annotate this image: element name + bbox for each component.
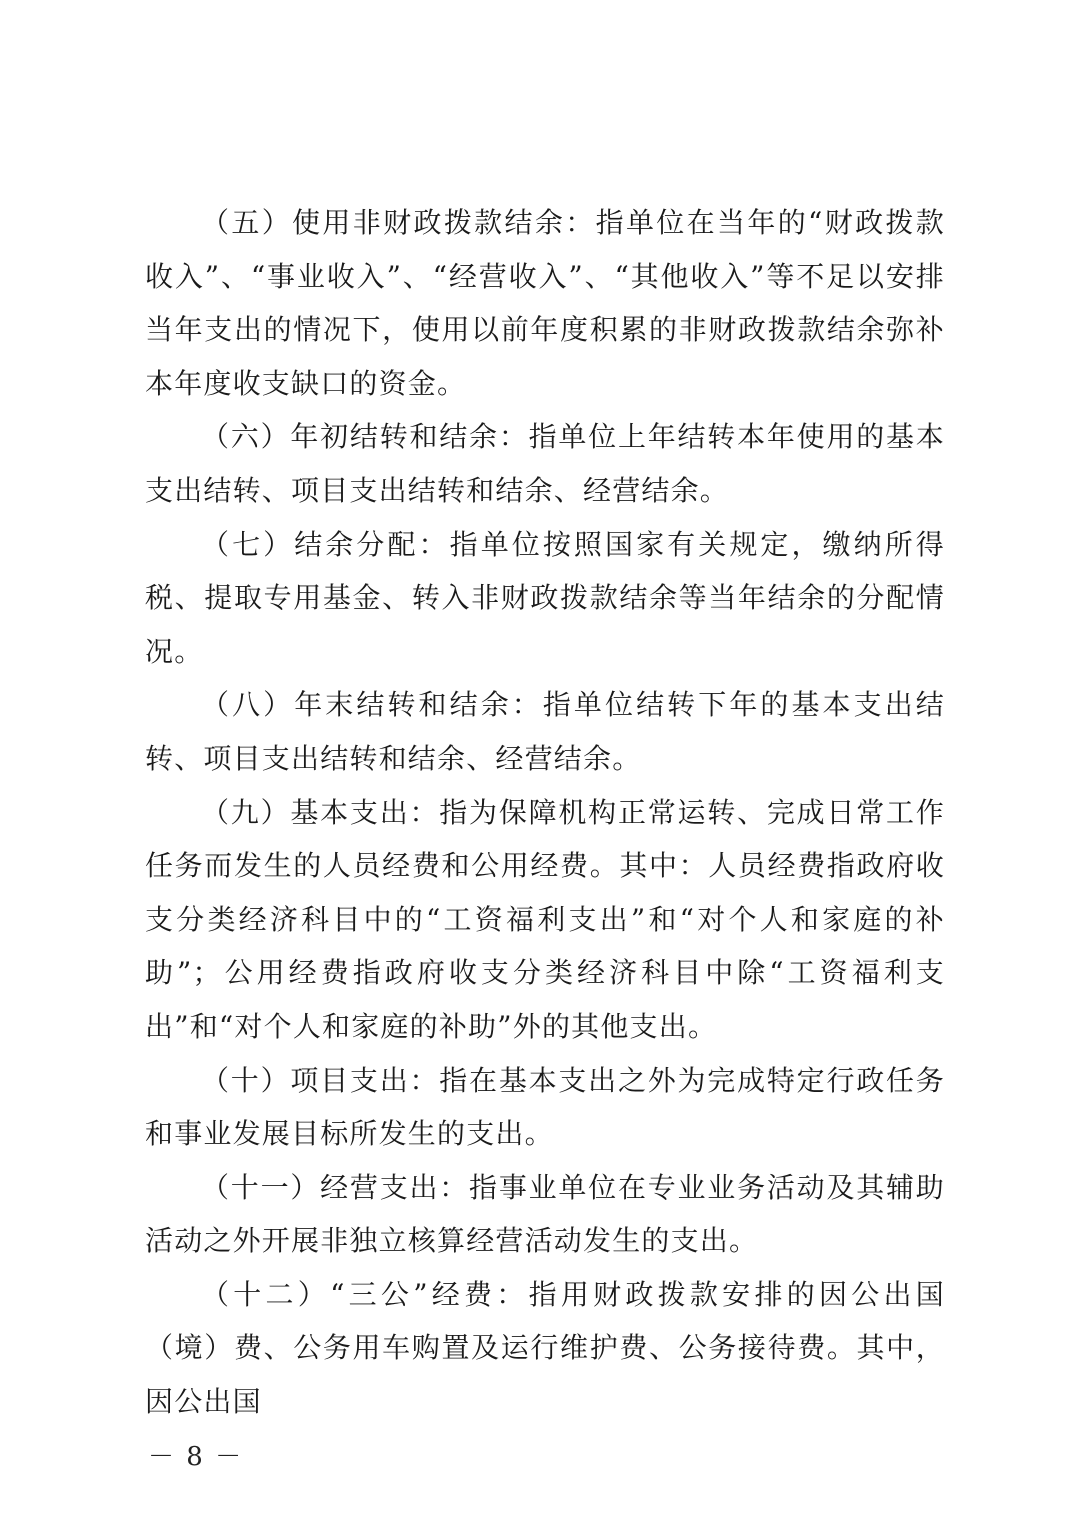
paragraph-project-expenditure: （十）项目支出：指在基本支出之外为完成特定行政任务和事业发展目标所发生的支出。 — [145, 1063, 945, 1151]
paragraph-three-public-expenses: （十二）“三公”经费：指用财政拨款安排的因公出国（境）费、公务用车购置及运行维护费、公务接待费。其中，因公出国 — [145, 1277, 945, 1419]
paragraph-surplus-distribution: （七）结余分配：指单位按照国家有关规定，缴纳所得税、提取专用基金、转入非财政拨款结余等当年结余的分配情况。 — [145, 527, 945, 668]
paragraph-business-expenditure: （十一）经营支出：指事业单位在专业业务活动及其辅助活动之外开展非独立核算经营活动发生的支出。 — [145, 1170, 945, 1258]
page-number: － 8 － — [148, 1442, 244, 1472]
paragraph-unfinanced-surplus-usage: （五）使用非财政拨款结余：指单位在当年的“财政拨款收入”、“事业收入”、“经营收入”、“其他收入”等不足以安排当年支出的情况下，使用以前年度积累的非财政拨款结余弥补本年度收支缺口的资金。 — [145, 206, 945, 400]
document-body — [145, 196, 945, 1429]
paragraph-opening-carryover: （六）年初结转和结余：指单位上年结转本年使用的基本支出结转、项目支出结转和结余、经营结余。 — [145, 420, 945, 507]
paragraph-basic-expenditure: （九）基本支出：指为保障机构正常运转、完成日常工作任务而发生的人员经费和公用经费。其中：人员经费指政府收支分类经济科目中的“工资福利支出”和“对个人和家庭的补助”；公用经费指政府收支分类经济科目中除“工资福利支出”和“对个人和家庭的补助”外的其他支出。 — [145, 795, 945, 1043]
paragraph-closing-carryover: （八）年末结转和结余：指单位结转下年的基本支出结转、项目支出结转和结余、经营结余。 — [145, 688, 945, 775]
